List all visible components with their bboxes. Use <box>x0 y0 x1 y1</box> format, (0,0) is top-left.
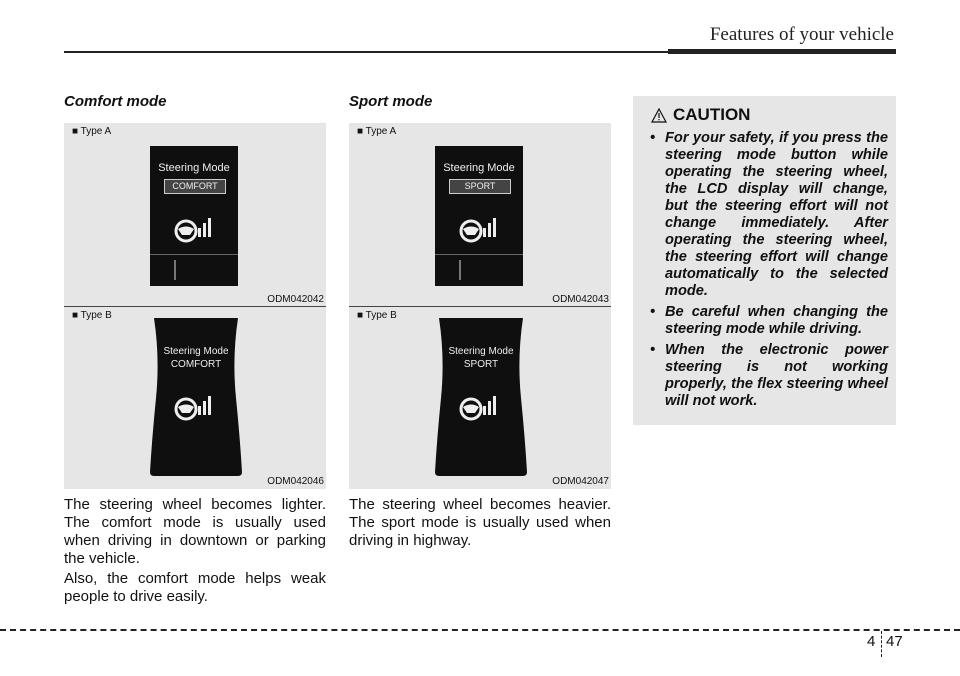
footer-rule <box>0 629 960 631</box>
comfort-paragraph-1: The steering wheel becomes lighter. The comfort mode is usually used when driving in downtown or parking the vehicle. <box>64 496 326 567</box>
type-b-label: ■ Type B <box>72 310 112 321</box>
sport-type-a-figure <box>349 123 611 307</box>
sport-type-b-figure <box>349 306 611 489</box>
type-a-label: ■ Type A <box>72 126 112 137</box>
caution-item: • Be careful when changing the steering mode while driving. <box>641 304 888 338</box>
type-b-label: ■ Type B <box>357 310 397 321</box>
comfort-type-b-figure <box>64 306 326 489</box>
header-rule-accent <box>668 49 896 54</box>
lcd-title: Steering Mode <box>443 162 515 174</box>
lcd-tick <box>459 260 461 280</box>
lcd-mode: COMFORT <box>170 359 222 370</box>
lcd-divider <box>435 254 523 255</box>
caution-box <box>633 96 896 425</box>
lcd-title: Steering Mode <box>448 346 514 357</box>
comfort-paragraph-2: Also, the comfort mode helps weak people to drive easily. <box>64 570 326 605</box>
comfort-mode-title: Comfort mode <box>64 93 167 110</box>
caution-item: • For your safety, if you press the steering mode button while operating the steering wheel, the LCD display will change, but the steering effort will not change immediately. After operating the steering wheel, the steering effort will change automatically to the selected mode. <box>641 130 888 300</box>
steering-wheel-icon <box>457 212 501 246</box>
lcd-mode: SPORT <box>463 359 499 370</box>
caution-list <box>641 130 888 414</box>
chapter-number: 4 <box>867 633 876 650</box>
lcd-title: Steering Mode <box>158 162 230 174</box>
lcd-divider <box>150 254 238 255</box>
lcd-screen-type-a <box>150 146 238 286</box>
caution-item: • When the electronic power steering is not working properly, the flex steering wheel will not work. <box>641 342 888 410</box>
header-title: Features of your vehicle <box>709 24 894 45</box>
figure-code: ODM042046 <box>267 476 324 487</box>
caution-title: CAUTION <box>673 105 751 124</box>
steering-wheel-icon <box>172 390 216 424</box>
steering-wheel-icon <box>172 212 216 246</box>
caution-header <box>651 105 750 125</box>
page-number-separator <box>881 631 882 657</box>
lcd-screen-type-b <box>433 318 529 476</box>
figure-code: ODM042047 <box>552 476 609 487</box>
type-a-label: ■ Type A <box>357 126 397 137</box>
page-number: 47 <box>886 633 903 650</box>
lcd-tick <box>174 260 176 280</box>
steering-wheel-icon <box>457 390 501 424</box>
lcd-screen-type-b <box>148 318 244 476</box>
sport-mode-title: Sport mode <box>349 93 433 110</box>
figure-code: ODM042042 <box>267 294 324 305</box>
sport-paragraph-1: The steering wheel becomes heavier. The sport mode is usually used when driving in highway. <box>349 496 611 549</box>
warning-icon <box>651 108 667 123</box>
mode-indicator: SPORT <box>449 179 511 194</box>
lcd-screen-type-a <box>435 146 523 286</box>
comfort-type-a-figure <box>64 123 326 307</box>
mode-indicator: COMFORT <box>164 179 226 194</box>
figure-code: ODM042043 <box>552 294 609 305</box>
lcd-title: Steering Mode <box>163 346 229 357</box>
